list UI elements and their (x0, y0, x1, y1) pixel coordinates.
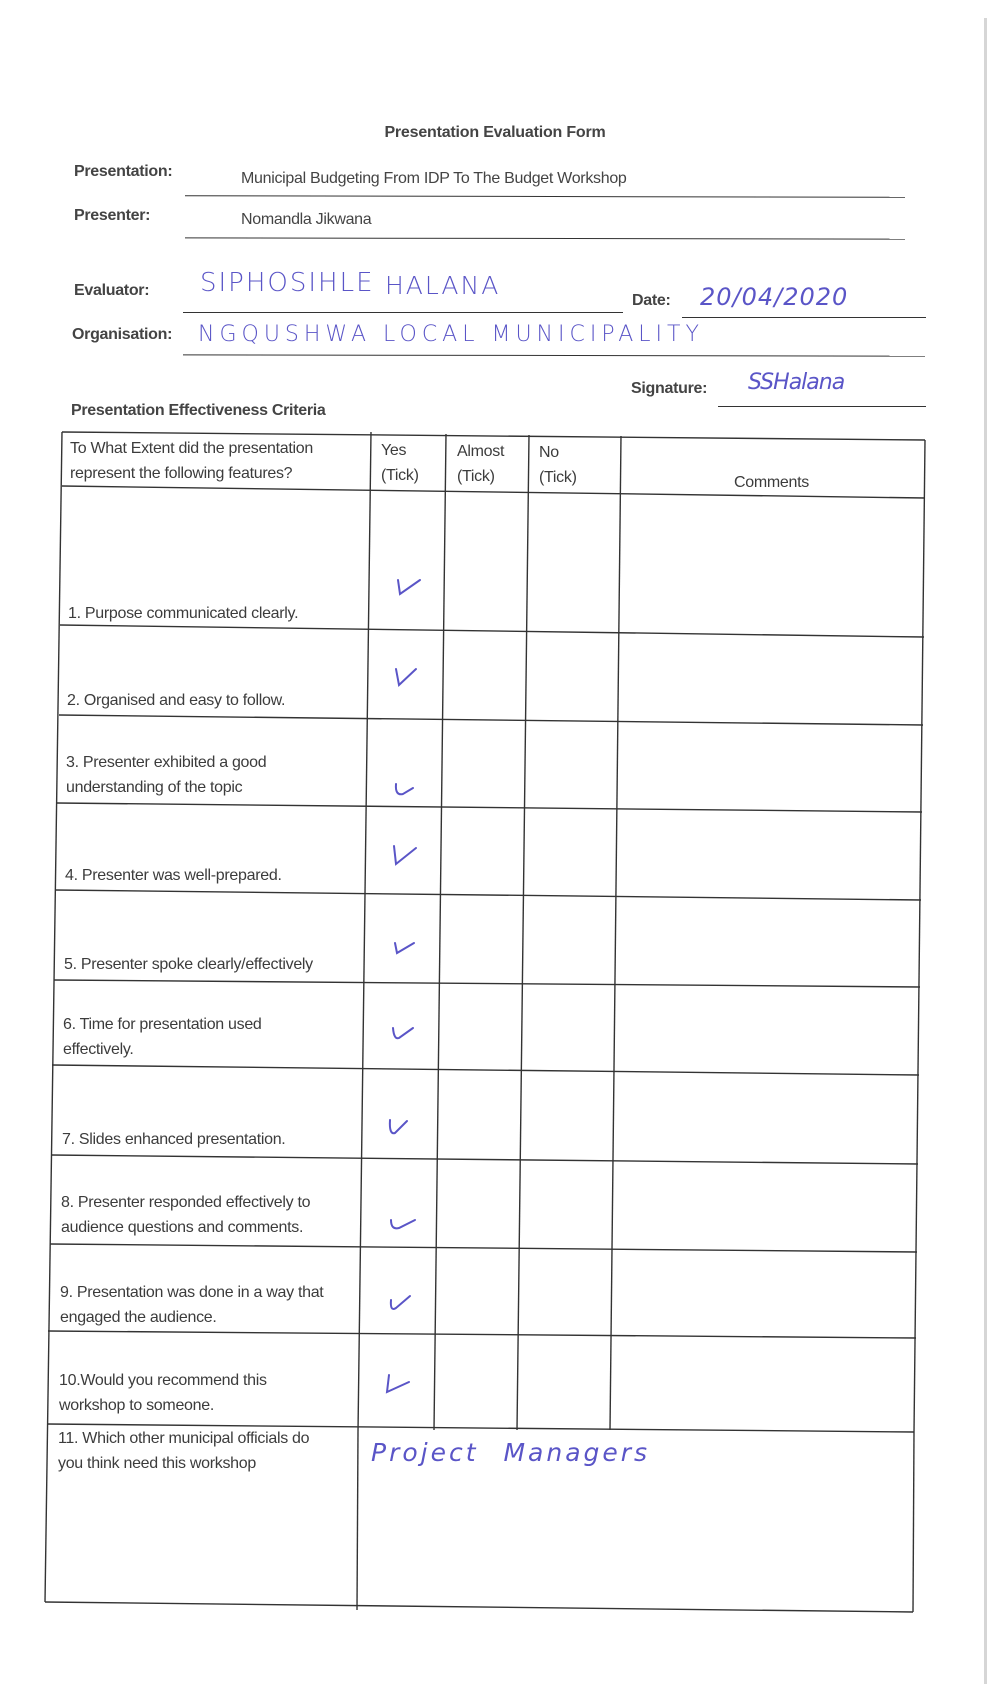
signature-label: Signature: (631, 380, 708, 397)
tick-icon-row-5 (390, 935, 420, 959)
no-header-line1: No (539, 444, 559, 461)
tick-icon-row-4 (390, 843, 420, 867)
criteria-row-3-line1: 3. Presenter exhibited a good (66, 754, 267, 771)
no-header-line2: (Tick) (539, 469, 577, 486)
question-11-line1: 11. Which other municipal officials do (58, 1430, 310, 1447)
criteria-row-7 (62, 1127, 285, 1152)
criteria-row-10 (59, 1368, 267, 1418)
signature-value: SSHalana (748, 370, 845, 395)
criteria-row-3-line2: understanding of the topic (66, 779, 243, 796)
comments-header: Comments (734, 474, 809, 491)
criteria-row-4 (65, 863, 282, 888)
criteria-row-2-text: 2. Organised and easy to follow. (67, 692, 286, 709)
criteria-row-10-line1: 10.Would you recommend this (59, 1372, 267, 1389)
almost-header (457, 439, 504, 489)
criteria-row-2 (67, 688, 285, 713)
criteria-header (70, 436, 313, 486)
date-label: Date: (632, 292, 671, 309)
tick-icon-row-6 (389, 1020, 419, 1044)
criteria-row-8-line1: 8. Presenter responded effectively to (61, 1194, 311, 1211)
criteria-header-line1: To What Extent did the presentation (70, 440, 313, 457)
yes-header-line2: (Tick) (381, 467, 419, 484)
almost-header-line1: Almost (457, 443, 505, 460)
criteria-row-6-line2: effectively. (63, 1041, 134, 1058)
criteria-row-3 (66, 750, 266, 800)
tick-icon-row-7 (385, 1115, 415, 1139)
criteria-row-6-line1: 6. Time for presentation used (63, 1016, 262, 1033)
evaluator-first-name: SIPHOSIHLE (200, 268, 375, 298)
evaluator-label: Evaluator: (74, 282, 150, 299)
criteria-row-8 (61, 1190, 310, 1240)
criteria-row-9 (60, 1280, 323, 1330)
tick-icon-row-2 (392, 665, 422, 689)
criteria-row-8-line2: audience questions and comments. (61, 1219, 304, 1236)
section-title: Presentation Effectiveness Criteria (71, 402, 326, 419)
presenter-label: Presenter: (74, 207, 151, 224)
tick-icon-row-8 (387, 1210, 417, 1234)
no-header (539, 440, 577, 490)
criteria-row-1-text: 1. Purpose communicated clearly. (68, 605, 299, 622)
question-11 (58, 1426, 309, 1476)
criteria-row-10-line2: workshop to someone. (59, 1397, 214, 1414)
tick-icon-row-1 (394, 574, 424, 598)
presenter-value: Nomandla Jikwana (241, 211, 372, 228)
evaluator-last-name: HALANA (385, 271, 501, 300)
criteria-row-6 (63, 1012, 262, 1062)
presentation-value: Municipal Budgeting From IDP To The Budget Workshop (241, 170, 627, 187)
tick-icon-row-9 (386, 1290, 416, 1314)
presentation-label: Presentation: (74, 163, 173, 180)
question-11-line2: you think need this workshop (58, 1455, 256, 1472)
criteria-row-9-line1: 9. Presentation was done in a way that (60, 1284, 324, 1301)
organisation-label: Organisation: (72, 326, 173, 343)
tick-icon-row-3 (391, 776, 421, 800)
criteria-row-5 (64, 952, 313, 977)
date-value: 20/04/2020 (700, 283, 849, 311)
tick-icon-row-10 (383, 1372, 413, 1396)
criteria-row-9-line2: engaged the audience. (60, 1309, 217, 1326)
yes-header-line1: Yes (381, 442, 407, 459)
criteria-row-7-text: 7. Slides enhanced presentation. (62, 1131, 286, 1148)
criteria-header-line2: represent the following features? (70, 465, 293, 482)
yes-header (381, 438, 419, 488)
almost-header-line2: (Tick) (457, 468, 495, 485)
form-title: Presentation Evaluation Form (384, 124, 606, 141)
criteria-row-1 (68, 601, 298, 626)
organisation-value: NGQUSHWA LOCAL MUNICIPALITY (198, 322, 704, 347)
criteria-row-5-text: 5. Presenter spoke clearly/effectively (64, 956, 313, 973)
question-11-answer: Project Managers (371, 1438, 651, 1467)
criteria-row-4-text: 4. Presenter was well-prepared. (65, 867, 282, 884)
